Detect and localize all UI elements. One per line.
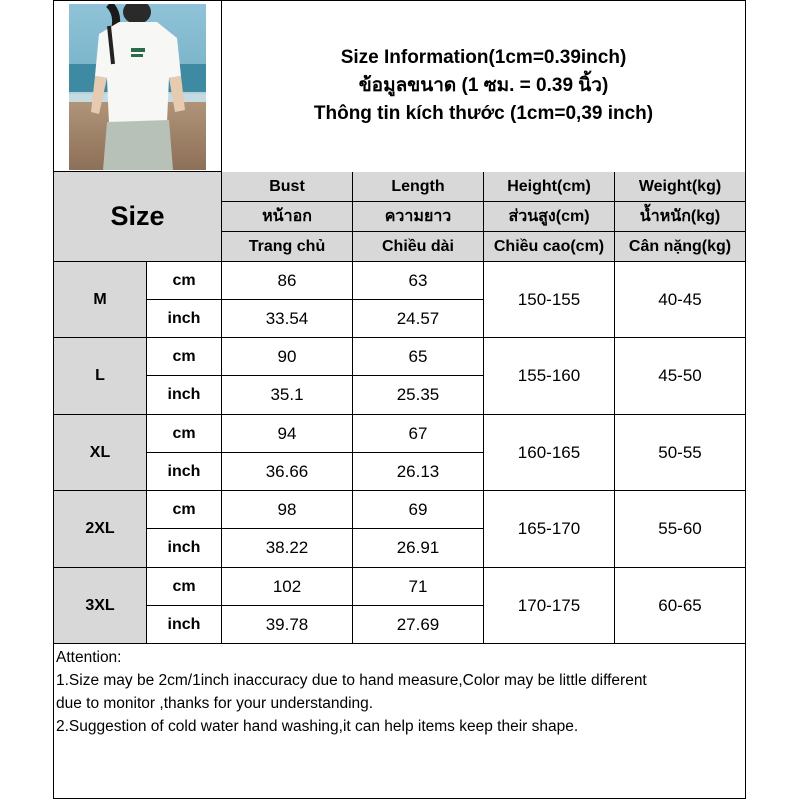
length-cm-cell: 69: [353, 491, 484, 529]
size-cell: M: [53, 262, 147, 338]
attention-notes: [56, 646, 744, 738]
size-header: Size: [53, 172, 222, 262]
product-photo: [69, 4, 206, 170]
size-cell: 2XL: [53, 491, 147, 568]
notes-line-2: due to monitor ,thanks for your understanding.: [56, 695, 374, 712]
column-length-en: Length: [353, 172, 484, 202]
length-cm-cell: 71: [353, 568, 484, 606]
bust-inch-cell: 36.66: [222, 453, 353, 491]
unit-inch-label: inch: [147, 453, 222, 491]
column-weight-th: น้ำหนัก(kg): [615, 202, 746, 232]
length-inch-cell: 26.13: [353, 453, 484, 491]
title-line-vietnamese: Thông tin kích thước (1cm=0,39 inch): [313, 103, 654, 124]
unit-inch-label: inch: [147, 529, 222, 568]
unit-cm-label: cm: [147, 415, 222, 453]
weight-range-cell: 45-50: [615, 338, 746, 415]
column-bust-vi: Trang chủ: [222, 232, 353, 262]
size-information-title: [222, 0, 745, 173]
bust-cm-cell: 94: [222, 415, 353, 453]
weight-range-cell: 50-55: [615, 415, 746, 491]
weight-range-cell: 55-60: [615, 491, 746, 568]
unit-cm-label: cm: [147, 568, 222, 606]
title-line-thai: ข้อมูลขนาด (1 ซม. = 0.39 นิ้ว): [358, 75, 609, 96]
unit-inch-label: inch: [147, 300, 222, 338]
height-range-cell: 150-155: [484, 262, 615, 338]
bust-cm-cell: 102: [222, 568, 353, 606]
size-cell: L: [53, 338, 147, 415]
notes-line-3: 2.Suggestion of cold water hand washing,it can help items keep their shape.: [56, 718, 579, 735]
unit-cm-label: cm: [147, 262, 222, 300]
size-cell: XL: [53, 415, 147, 491]
length-cm-cell: 65: [353, 338, 484, 376]
title-line-english: Size Information(1cm=0.39inch): [340, 47, 627, 68]
bust-inch-cell: 39.78: [222, 606, 353, 644]
column-height-th: ส่วนสูง(cm): [484, 202, 615, 232]
height-range-cell: 160-165: [484, 415, 615, 491]
weight-range-cell: 40-45: [615, 262, 746, 338]
bust-cm-cell: 90: [222, 338, 353, 376]
column-bust-th: หน้าอก: [222, 202, 353, 232]
column-height-vi: Chiều cao(cm): [484, 232, 615, 262]
length-inch-cell: 27.69: [353, 606, 484, 644]
notes-line-1: 1.Size may be 2cm/1inch inaccuracy due to hand measure,Color may be little different: [56, 672, 647, 689]
notes-heading: Attention:: [56, 649, 122, 666]
bust-cm-cell: 86: [222, 262, 353, 300]
unit-inch-label: inch: [147, 606, 222, 644]
column-length-th: ความยาว: [353, 202, 484, 232]
bust-inch-cell: 38.22: [222, 529, 353, 568]
column-length-vi: Chiều dài: [353, 232, 484, 262]
column-bust-en: Bust: [222, 172, 353, 202]
bust-cm-cell: 98: [222, 491, 353, 529]
height-range-cell: 165-170: [484, 491, 615, 568]
unit-cm-label: cm: [147, 338, 222, 376]
height-range-cell: 170-175: [484, 568, 615, 644]
length-inch-cell: 24.57: [353, 300, 484, 338]
weight-range-cell: 60-65: [615, 568, 746, 644]
unit-inch-label: inch: [147, 376, 222, 415]
bust-inch-cell: 33.54: [222, 300, 353, 338]
length-inch-cell: 25.35: [353, 376, 484, 415]
column-height-en: Height(cm): [484, 172, 615, 202]
height-range-cell: 155-160: [484, 338, 615, 415]
length-cm-cell: 67: [353, 415, 484, 453]
size-cell: 3XL: [53, 568, 147, 644]
column-weight-en: Weight(kg): [615, 172, 746, 202]
bust-inch-cell: 35.1: [222, 376, 353, 415]
length-cm-cell: 63: [353, 262, 484, 300]
unit-cm-label: cm: [147, 491, 222, 529]
length-inch-cell: 26.91: [353, 529, 484, 568]
column-weight-vi: Cân nặng(kg): [615, 232, 746, 262]
